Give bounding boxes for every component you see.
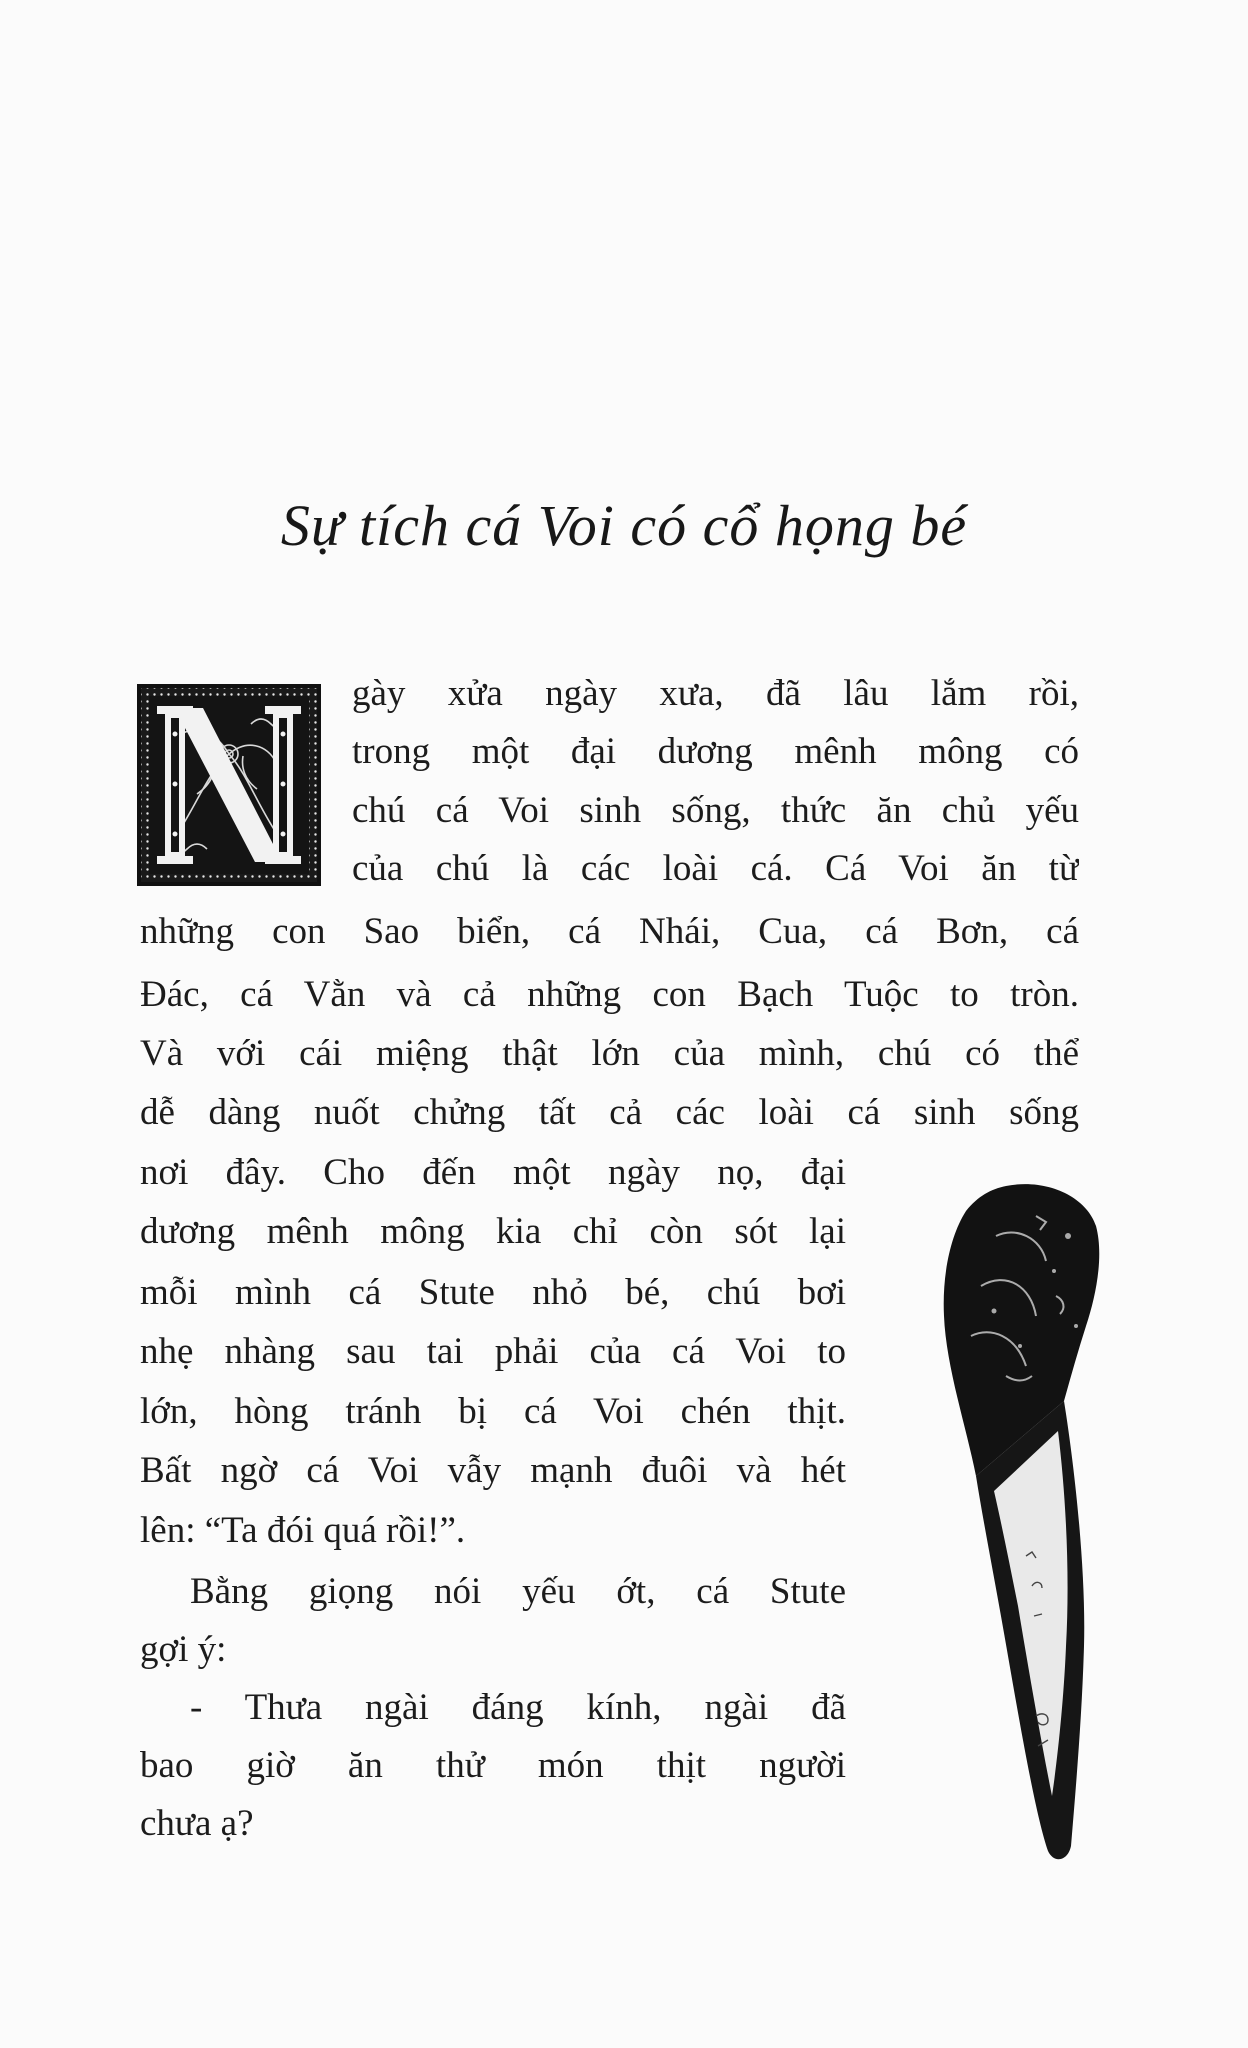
text-line: bao giờ ăn thử món thịt người: [140, 1745, 846, 1786]
text-line: trong một đại dương mênh mông có: [352, 731, 1079, 772]
text-line: mỗi mình cá Stute nhỏ bé, chú bơi: [140, 1272, 846, 1313]
text-line: Bất ngờ cá Voi vẫy mạnh đuôi và hét: [140, 1450, 846, 1491]
text-line: lên: “Ta đói quá rồi!”.: [140, 1510, 466, 1551]
text-line: lớn, hòng tránh bị cá Voi chén thịt.: [140, 1391, 846, 1432]
drop-cap-ornament: [137, 684, 321, 886]
knife-blade-illustration: [936, 1176, 1104, 1868]
page-title: Sự tích cá Voi có cổ họng bé: [280, 493, 968, 558]
text-line: Bằng giọng nói yếu ớt, cá Stute: [190, 1571, 846, 1612]
text-line: gợi ý:: [140, 1629, 227, 1670]
text-line: gày xửa ngày xưa, đã lâu lắm rồi,: [352, 673, 1079, 714]
text-line: dương mênh mông kia chỉ còn sót lại: [140, 1211, 846, 1252]
text-line: những con Sao biển, cá Nhái, Cua, cá Bơn, cá: [140, 911, 1079, 952]
text-line: - Thưa ngài đáng kính, ngài đã: [190, 1687, 846, 1728]
text-line: chưa ạ?: [140, 1803, 254, 1844]
text-line: Đác, cá Vằn và cả những con Bạch Tuộc to tròn.: [140, 974, 1079, 1015]
text-line: chú cá Voi sinh sống, thức ăn chủ yếu: [352, 790, 1079, 831]
text-line: dễ dàng nuốt chửng tất cả các loài cá sinh sống: [140, 1092, 1079, 1133]
text-line: nhẹ nhàng sau tai phải của cá Voi to: [140, 1331, 846, 1372]
text-line: của chú là các loài cá. Cá Voi ăn từ: [352, 848, 1079, 889]
text-line: Và với cái miệng thật lớn của mình, chú có thể: [140, 1033, 1079, 1074]
text-line: nơi đây. Cho đến một ngày nọ, đại: [140, 1152, 846, 1193]
